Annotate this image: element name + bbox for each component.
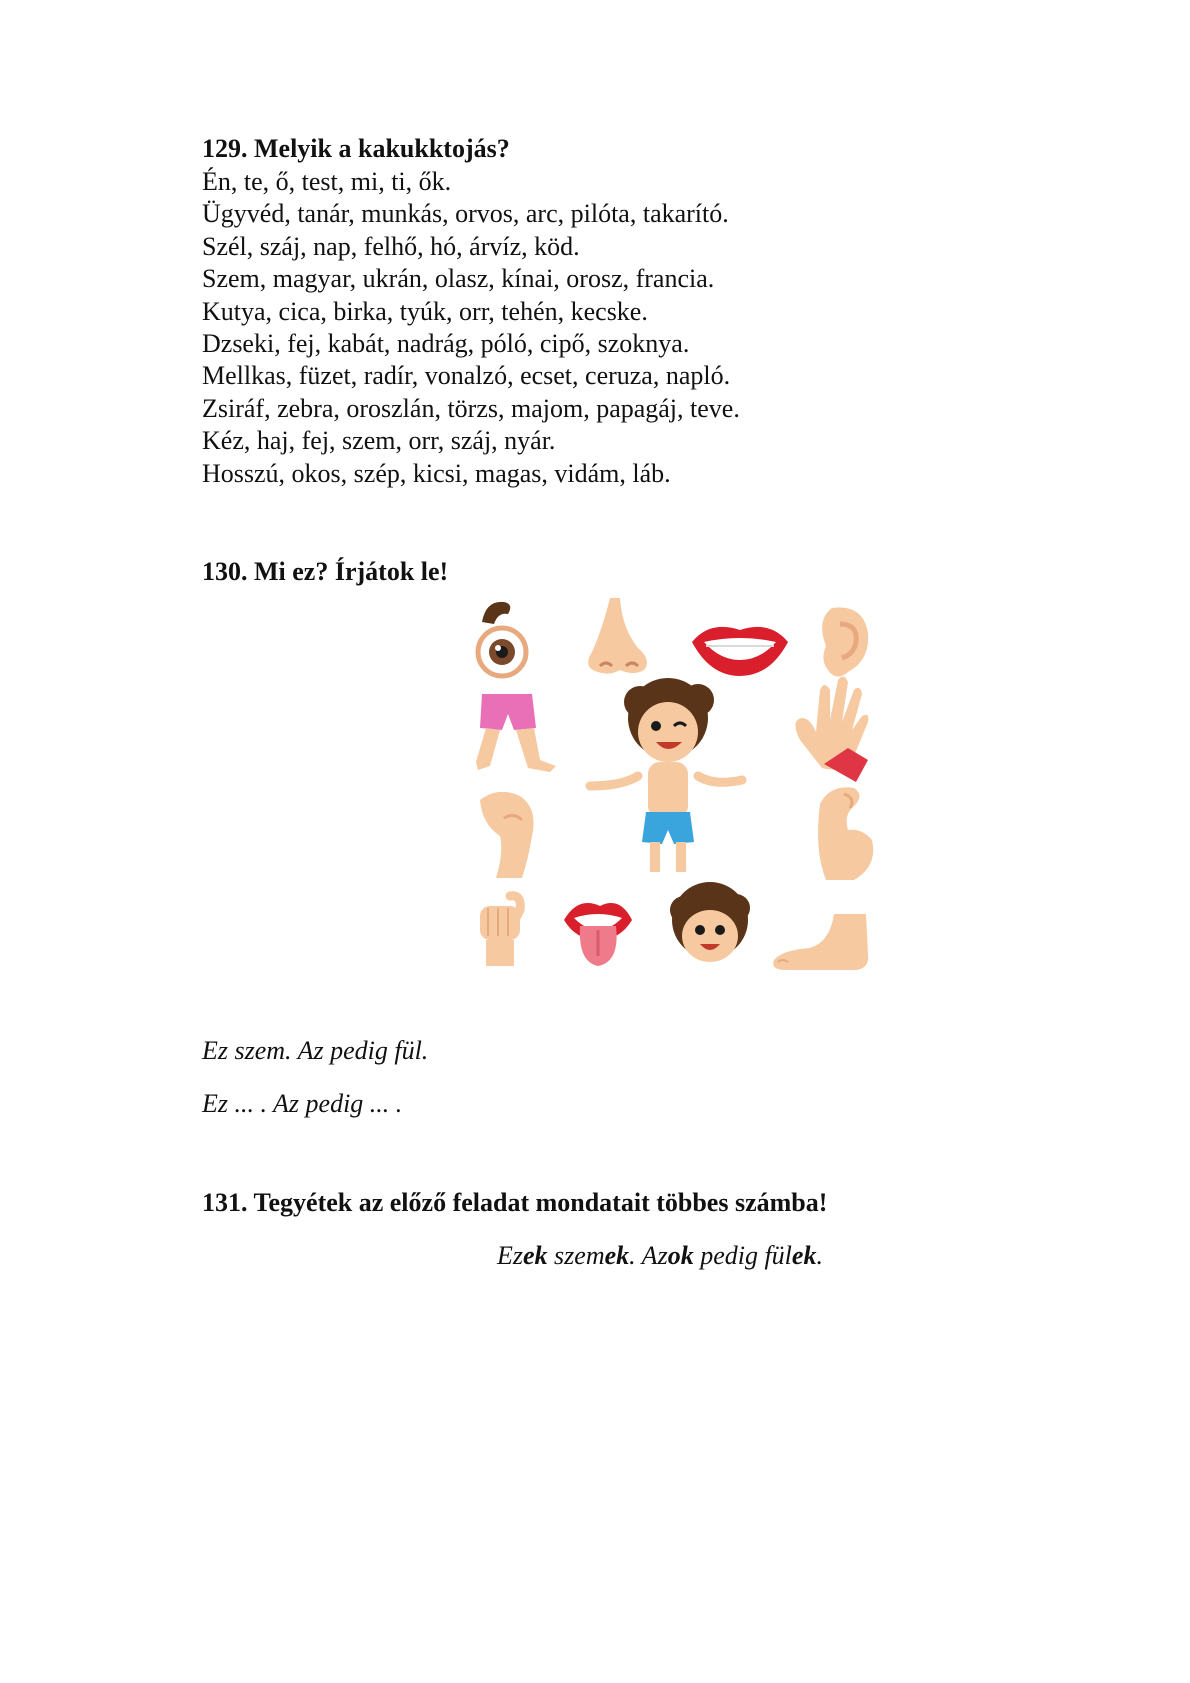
foot-icon bbox=[773, 914, 868, 970]
answer-part: pedig bbox=[693, 1241, 765, 1270]
word-line: Szél, száj, nap, felhő, hó, árvíz, köd. bbox=[202, 231, 580, 261]
nose-icon bbox=[588, 598, 647, 674]
legs-icon bbox=[476, 694, 556, 772]
word-line: Szem, magyar, ukrán, olasz, kínai, orosz, francia. bbox=[202, 264, 715, 294]
fist-icon bbox=[480, 896, 520, 966]
arm-icon bbox=[818, 787, 873, 880]
task-130-template: Ez ... . Az pedig ... . bbox=[202, 1089, 403, 1118]
word-line: Mellkas, füzet, radír, vonalzó, ecset, ceruza, napló. bbox=[202, 361, 731, 391]
word-line: Hosszú, okos, szép, kicsi, magas, vidám, láb. bbox=[202, 458, 671, 488]
word-line: Ügyvéd, tanár, munkás, orvos, arc, pilóta, takarító. bbox=[202, 199, 729, 229]
word-line: Kéz, haj, fej, szem, orr, száj, nyár. bbox=[202, 426, 556, 456]
boy-icon bbox=[590, 678, 742, 872]
answer-part: szem bbox=[547, 1241, 605, 1270]
hand-icon bbox=[795, 676, 868, 782]
head-icon bbox=[670, 882, 750, 962]
answer-part: Ez bbox=[497, 1241, 523, 1270]
task-130-example: Ez szem. Az pedig fül. bbox=[202, 1036, 429, 1065]
lips-icon bbox=[692, 627, 788, 676]
eye-icon bbox=[478, 602, 526, 676]
word-line: Zsiráf, zebra, oroszlán, törzs, majom, papagáj, teve. bbox=[202, 393, 740, 423]
answer-part: . bbox=[816, 1241, 823, 1270]
answer-suffix: ok bbox=[667, 1241, 694, 1270]
answer-suffix: ek bbox=[791, 1241, 817, 1270]
word-line: Dzseki, fej, kabát, nadrág, póló, cipő, szoknya. bbox=[202, 329, 690, 359]
tongue-icon bbox=[564, 903, 632, 966]
body-parts-illustration bbox=[470, 590, 890, 1000]
ear-icon bbox=[822, 608, 868, 677]
knee-icon bbox=[480, 792, 534, 878]
task-129-word-list bbox=[202, 166, 740, 490]
word-line: Kutya, cica, birka, tyúk, orr, tehén, kecske. bbox=[202, 296, 648, 326]
answer-suffix: ek bbox=[604, 1241, 630, 1270]
task-131-answer bbox=[497, 1240, 823, 1272]
answer-part: fül bbox=[764, 1241, 792, 1270]
task-129-title: 129. Melyik a kakukktojás? bbox=[202, 134, 510, 163]
task-131-title: 131. Tegyétek az előző feladat mondatait többes számba! bbox=[202, 1188, 828, 1217]
body-parts-svg bbox=[470, 590, 890, 1000]
answer-part: . Az bbox=[629, 1241, 668, 1270]
answer-suffix: ek bbox=[523, 1241, 548, 1270]
task-130-title: 130. Mi ez? Írjátok le! bbox=[202, 557, 449, 586]
word-line: Én, te, ő, test, mi, ti, ők. bbox=[202, 167, 452, 196]
